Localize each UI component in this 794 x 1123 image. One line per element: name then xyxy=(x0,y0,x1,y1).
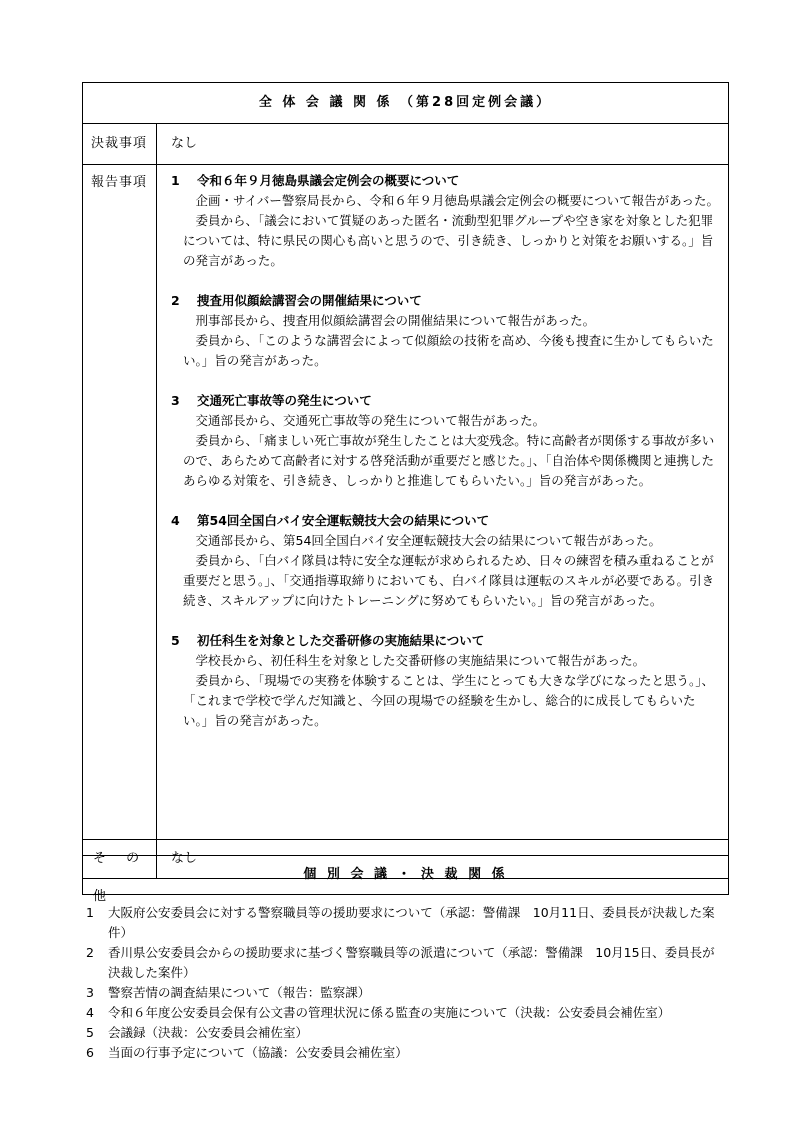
report-paragraph: 委員から、「議会において質疑のあった匿名・流動型犯罪グループや空き家を対象とした犯罪については、特に県民の関心も高いと思うので、引き続き、しっかりと対策をお願いする。」旨の発言があった。 xyxy=(183,213,714,268)
general-meeting-table xyxy=(82,82,729,904)
list-item-text: 香川県公安委員会からの援助要求に基づく警察職員等の派遣について（承認：警備課 10月15日、委員長が決裁した案件） xyxy=(108,945,715,980)
list-item xyxy=(86,983,726,1003)
list-item xyxy=(86,1023,726,1043)
report-title: 交通死亡事故等の発生について xyxy=(197,393,372,408)
report-paragraph: 交通部長から、交通死亡事故等の発生について報告があった。 xyxy=(195,413,546,428)
list-item-number: 2 xyxy=(86,945,94,960)
report-heading xyxy=(171,391,720,411)
report-paragraph: 企画・サイバー警察局長から、令和６年９月徳島県議会定例会の概要について報告があった。 xyxy=(195,193,720,208)
report-paragraph: 委員から、「現場での実務を体験することは、学生にとっても大きな学びになったと思う。」、「これまで学校で学んだ知識と、今回の現場での経験を生かし、総合的に成長してもらいたい。」旨の発言があった。 xyxy=(183,673,715,728)
report-item xyxy=(171,291,720,371)
report-paragraph: 交通部長から、第54回全国白バイ安全運転競技大会の結果について報告があった。 xyxy=(195,533,662,548)
report-item xyxy=(171,391,720,491)
general-meeting-title: 全 体 会 議 関 係 （第28回定例会議） xyxy=(83,83,728,124)
list-item-number: 6 xyxy=(86,1045,94,1060)
list-item-number: 3 xyxy=(86,985,94,1000)
other-label: そ の 他 xyxy=(83,840,157,878)
list-item-text: 当面の行事予定について（協議：公安委員会補佐室） xyxy=(108,1045,408,1060)
list-item-text: 警察苦情の調査結果について（報告：監察課） xyxy=(108,985,371,1000)
report-item xyxy=(171,171,720,271)
report-number: 5 xyxy=(171,633,180,648)
individual-meeting-list xyxy=(86,903,726,1063)
list-item-number: 5 xyxy=(86,1025,94,1040)
list-item-text: 令和６年度公安委員会保有公文書の管理状況に係る監査の実施について（決裁：公安委員会補佐室） xyxy=(108,1005,671,1020)
report-paragraph: 委員から、「痛ましい死亡事故が発生したことは大変残念。特に高齢者が関係する事故が多いので、あらためて高齢者に対する啓発活動が重要だと感じた。」、「自治体や関係機関と連携したあらゆる対策を、引き続き、しっかりと推進してもらいたい。」旨の発言があった。 xyxy=(183,433,715,488)
report-item xyxy=(171,511,720,611)
report-label: 報告事項 xyxy=(83,165,157,839)
list-item-text: 会議録（決裁：公安委員会補佐室） xyxy=(108,1025,309,1040)
report-number: 3 xyxy=(171,393,180,408)
report-number: 4 xyxy=(171,513,180,528)
decision-value: なし xyxy=(171,136,198,151)
report-row xyxy=(83,165,728,840)
list-item xyxy=(86,1043,726,1063)
report-heading xyxy=(171,511,720,531)
report-paragraph: 学校長から、初任科生を対象とした交番研修の実施結果について報告があった。 xyxy=(195,653,646,668)
report-number: 1 xyxy=(171,173,180,188)
report-list xyxy=(157,165,728,839)
decision-row xyxy=(83,124,728,165)
report-title: 令和６年９月徳島県議会定例会の概要について xyxy=(197,173,460,188)
other-value: なし xyxy=(171,851,198,866)
report-heading xyxy=(171,631,720,651)
report-heading xyxy=(171,291,720,311)
report-heading xyxy=(171,171,720,191)
report-item xyxy=(171,631,720,731)
decision-label: 決裁事項 xyxy=(83,124,157,164)
report-title: 初任科生を対象とした交番研修の実施結果について xyxy=(197,633,485,648)
report-title: 第54回全国白バイ安全運転競技大会の結果について xyxy=(197,513,490,528)
report-title: 捜査用似顔絵講習会の開催結果について xyxy=(197,293,422,308)
list-item xyxy=(86,903,726,943)
report-paragraph: 刑事部長から、捜査用似顔絵講習会の開催結果について報告があった。 xyxy=(195,313,596,328)
report-paragraph: 委員から、「このような講習会によって似顔絵の技術を高め、今後も捜査に生かしてもらいたい。」旨の発言があった。 xyxy=(183,333,714,368)
list-item-text: 大阪府公安委員会に対する警察職員等の援助要求について（承認：警備課 10月11日、委員長が決裁した案件） xyxy=(108,905,715,940)
report-number: 2 xyxy=(171,293,180,308)
list-item-number: 1 xyxy=(86,905,94,920)
report-paragraph: 委員から、「白バイ隊員は特に安全な運転が求められるため、日々の練習を積み重ねることが重要だと思う。」、「交通指導取締りにおいても、白バイ隊員は運転のスキルが必要である。引き続き、スキルアップに向けたトレーニングに努めてもらいたい。」旨の発言があった。 xyxy=(183,553,715,608)
list-item xyxy=(86,943,726,983)
list-item-number: 4 xyxy=(86,1005,94,1020)
individual-meeting-title: 個 別 会 議 ・ 決 裁 関 係 xyxy=(82,855,729,895)
list-item xyxy=(86,1003,726,1023)
